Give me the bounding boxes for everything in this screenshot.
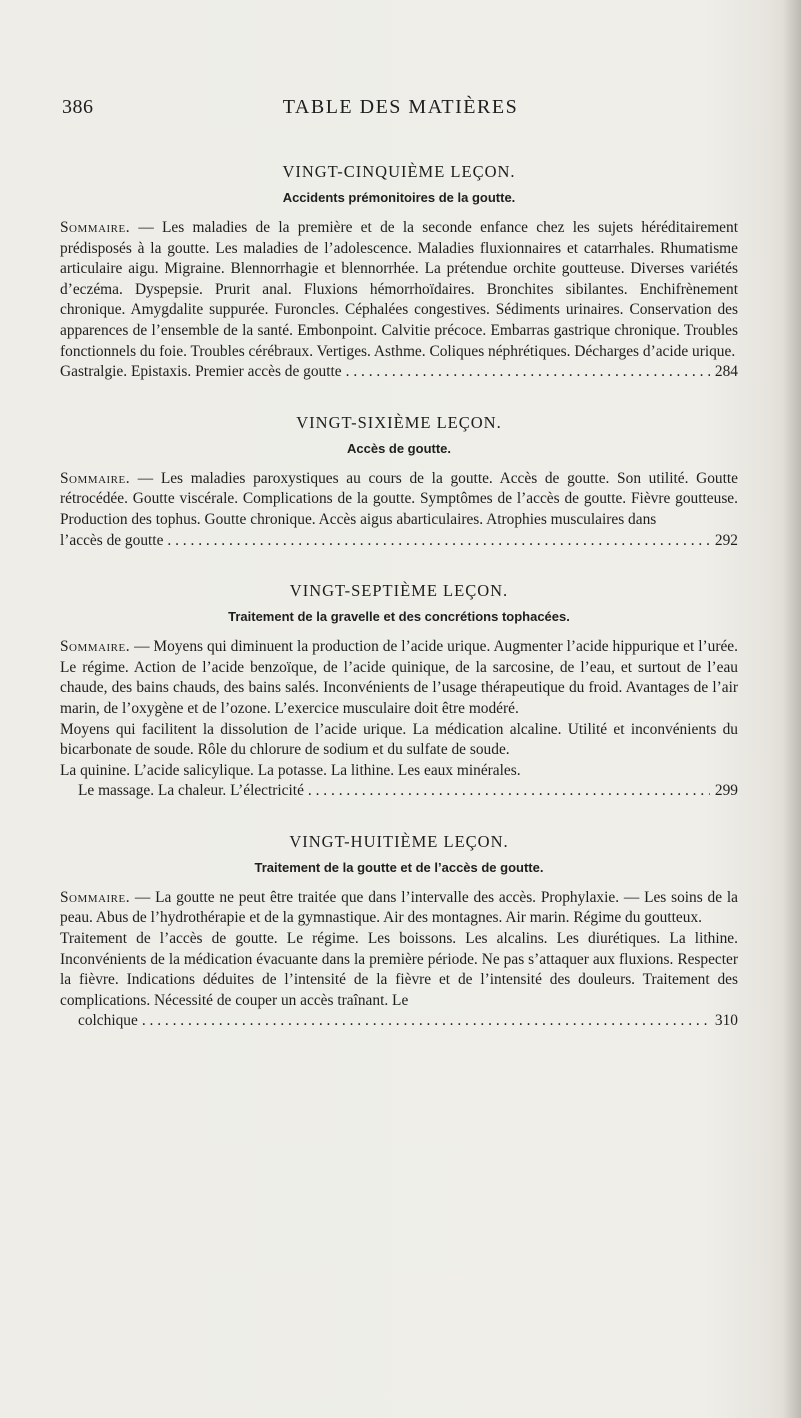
lecon-entry — [60, 832, 738, 1032]
toc-page-number: 284 — [714, 363, 738, 381]
sommaire-label: Sommaire. — [60, 888, 131, 906]
sommaire-paragraph — [60, 469, 738, 531]
page-number: 386 — [62, 96, 94, 118]
toc-entry-text: colchique — [78, 1012, 138, 1030]
sommaire-label: Sommaire. — [60, 219, 131, 236]
sommaire-paragraph: Moyens qui facilitent la dissolution de l’acide urique. La médication alcaline. Utilité et inconvénients du bicarbonate de soude. Rôle du chlorure de sodium et du sulfate de soude. — [60, 720, 738, 759]
lecon-title: VINGT-SIXIÈME LEÇON. — [296, 412, 502, 432]
toc-page-number: 310 — [714, 1012, 738, 1030]
toc-entry-line — [60, 362, 738, 383]
sommaire-paragraph — [60, 888, 738, 929]
sommaire-text: — Les maladies de la première et de la seconde enfance chez les sujets héréditairement prédisposés à la goutte. Les maladies de l’adolescence. Maladies fluxionnaires et catarrhales. Rhumatisme articulaire aigu. Migraine. Blennorrhagie et blennorrhée. La prétendue orchite goutteuse. Diverses variétés d’eczéma. Dyspepsie. Prurit anal. Fluxions hémorrhoïdaires. Bronchites sibilantes. Enchifrènement chronique. Amygdalite suppurée. Furoncles. Céphalées congestives. Sédiments urinaires. Conservation des apparences de l’ensemble de la santé. Embonpoint. Calvitie précoce. Embarras gastrique chronique. Troubles fonctionnels du foie. Troubles cérébraux. Vertiges. Asthme. Coliques néphrétiques. Décharges d’acide urique. — [60, 219, 738, 360]
leader-dots — [167, 531, 710, 552]
toc-entry-line — [60, 781, 738, 802]
lecon-subtitle: Traitement de la gravelle et des concrétions tophacées. — [228, 609, 570, 625]
toc-page-number: 292 — [714, 531, 738, 549]
sommaire-text: — Moyens qui diminuent la production de l’acide urique. Augmenter l’acide hippurique et l’urée. Le régime. Action de l’acide benzoïque, de l’acide quinique, de la sarcosine, de l’eau, et surtout de l’eau chaude, des bains chauds, des bains salés. Inconvénients de l’usage thérapeutique du froid. Avantages de l’air marin, de l’oxygène et de l’ozone. L’exercice musculaire doit être modéré. — [60, 638, 738, 717]
toc-entry-text: Gastralgie. Epistaxis. Premier accès de goutte — [60, 363, 342, 381]
sommaire-paragraph — [60, 218, 738, 362]
sommaire-label: Sommaire. — [60, 638, 131, 656]
sommaire-paragraph — [60, 637, 738, 719]
sommaire-text: — La goutte ne peut être traitée que dans l’intervalle des accès. Prophylaxie. — Les soins de la peau. Abus de l’hydrothérapie et de la gymnastique. Air des montagnes. Air marin. Régime du goutteux. — [60, 888, 738, 927]
sommaire-paragraph: La quinine. L’acide salicylique. La potasse. La lithine. Les eaux minérales. — [60, 761, 521, 779]
toc-entry-text: Le massage. La chaleur. L’électricité — [78, 782, 304, 800]
lecon-subtitle: Traitement de la goutte et de l’accès de goutte. — [254, 859, 544, 875]
toc-entry-line — [60, 1011, 738, 1032]
running-title: TABLE DES MATIÈRES — [282, 96, 519, 118]
leader-dots — [142, 1011, 710, 1032]
toc-entry-text: l’accès de goutte — [60, 531, 164, 549]
sommaire-label: Sommaire. — [60, 469, 131, 487]
toc-page-number: 299 — [714, 782, 738, 800]
toc-entry-line — [60, 531, 738, 552]
leader-dots — [308, 781, 710, 802]
page-header — [0, 96, 801, 126]
lecon-title: VINGT-CINQUIÈME LEÇON. — [282, 162, 516, 181]
page-edge-shadow — [783, 0, 801, 1418]
lecon-title: VINGT-SEPTIÈME LEÇON. — [289, 581, 509, 601]
table-of-contents — [60, 162, 738, 1062]
leader-dots — [346, 362, 710, 383]
sommaire-paragraph: Traitement de l’accès de goutte. Le régime. Les boissons. Les alcalins. Les diurétiques. La lithine. Inconvénients de la médication évacuante dans la première période. Ne pas s’attaquer aux fluxions. Respecter la fièvre. Indications déduites de l’intensité de la fièvre et de l’intensité des douleurs. Traitement des complications. Nécessité de couper un accès traînant. Le — [60, 930, 738, 1009]
lecon-title: VINGT-HUITIÈME LEÇON. — [289, 831, 509, 851]
sommaire-text: — Les maladies paroxystiques au cours de la goutte. Accès de goutte. Son utilité. Goutte rétrocédée. Goutte viscérale. Complications de la goutte. Symptômes de l’accès de goutte. Fièvre goutteuse. Production des tophus. Goutte chronique. Accès aigus abarticulaires. Atrophies musculaires dans — [60, 469, 738, 528]
lecon-entry — [60, 413, 738, 551]
lecon-subtitle: Accès de goutte. — [346, 440, 452, 456]
lecon-subtitle: Accidents prémonitoires de la goutte. — [282, 190, 516, 205]
lecon-entry — [60, 581, 738, 802]
lecon-entry — [60, 162, 738, 383]
